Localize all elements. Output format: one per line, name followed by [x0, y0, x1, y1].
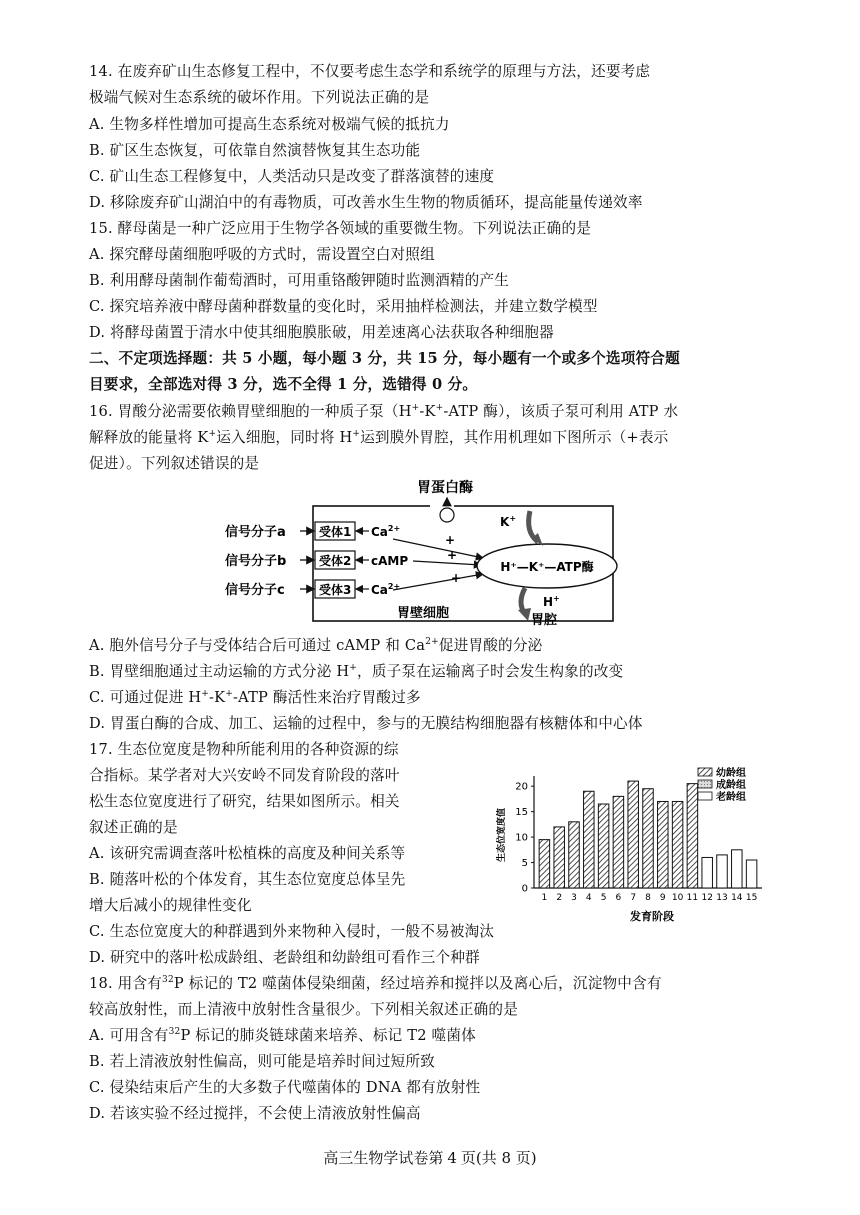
q15-option-c: C. 探究培养液中酵母菌种群数量的变化时，采用抽样检测法，并建立数学模型 — [89, 298, 598, 315]
h-ion-label: H+ — [543, 594, 560, 609]
plus-sign-2: + — [447, 548, 458, 562]
receptor-3-label: 受体3 — [319, 583, 352, 597]
y-tick-label: 5 — [521, 858, 528, 870]
q17-option-b-line1: B. 随落叶松的个体发育，其生态位宽度总体呈先 — [89, 871, 406, 888]
y-tick-label: 20 — [515, 781, 528, 793]
bar — [717, 855, 728, 888]
x-tick-label: 6 — [615, 893, 622, 903]
q18-stem-line1: 18. 用含有$^{32}$P 标记的 T2 噬菌体侵染细菌，经过培养和搅拌以及离心后，沉淀物中含有 — [89, 975, 662, 992]
q14-stem-line2: 极端气候对生态系统的破坏作用。下列说法正确的是 — [89, 89, 430, 106]
pepsin-label: 胃蛋白酶 — [417, 480, 473, 496]
x-tick-label: 8 — [645, 893, 651, 903]
x-tick-label: 5 — [600, 893, 607, 903]
x-tick-label: 4 — [585, 893, 592, 903]
stomach-lumen-label: 胃腔 — [531, 613, 558, 628]
legend-swatch — [698, 792, 712, 800]
messenger-camp: cAMP — [371, 554, 409, 568]
bar — [613, 796, 624, 888]
page-number: 4 — [447, 1149, 457, 1167]
q17-option-c: C. 生态位宽度大的种群遇到外来物种入侵时，一般不易被淘汰 — [89, 923, 495, 940]
legend-swatch — [698, 768, 712, 776]
signal-a-label: 信号分子a — [225, 525, 286, 540]
legend-label: 成龄组 — [716, 780, 746, 791]
bar — [628, 781, 639, 888]
q17-stem-line2: 合指标。某学者对大兴安岭不同发育阶段的落叶 — [89, 767, 400, 784]
x-tick-label: 1 — [541, 893, 548, 903]
x-tick-label: 11 — [686, 893, 699, 903]
bar — [569, 822, 580, 888]
plus-sign-3: + — [451, 571, 462, 585]
receptor-1-label: 受体1 — [319, 525, 352, 539]
bar — [554, 827, 565, 888]
chart-x-axis-label: 发育阶段 — [630, 910, 674, 922]
q18-option-d: D. 若该实验不经过搅拌，不会使上清液放射性偏高 — [89, 1105, 421, 1122]
q17-stem-line1: 17. 生态位宽度是物种所能利用的各种资源的综 — [89, 741, 399, 758]
q16-option-c: C. 可通过促进 H+-K+-ATP 酶活性来治疗胃酸过多 — [89, 689, 421, 706]
plus-sign-1: + — [445, 533, 456, 547]
x-tick-label: 14 — [731, 893, 743, 903]
x-tick-label: 3 — [571, 893, 577, 903]
q15-stem: 15. 酵母菌是一种广泛应用于生物学各领域的重要微生物。下列说法正确的是 — [89, 220, 592, 237]
x-tick-label: 13 — [716, 893, 728, 903]
q16-stem-line3: 促进）。下列叙述错误的是 — [89, 455, 260, 472]
q16-option-d: D. 胃蛋白酶的合成、加工、运输的过程中，参与的无膜结构细胞器有核糖体和中心体 — [89, 715, 643, 732]
bar — [702, 857, 713, 888]
section2-heading-line1: 二、不定项选择题：共 5 小题，每小题 3 分，共 15 分，每小题有一个或多个选项符合题 — [89, 350, 680, 367]
q16-option-b: B. 胃壁细胞通过主动运输的方式分泌 H+，质子泵在运输离子时会发生构象的改变 — [89, 663, 624, 680]
x-tick-label: 9 — [659, 893, 666, 903]
proton-pump-diagram — [225, 478, 635, 628]
q18-option-b: B. 若上清液放射性偏高，则可能是培养时间过短所致 — [89, 1053, 436, 1070]
x-tick-label: 10 — [671, 893, 684, 903]
signal-b-label: 信号分子b — [225, 554, 287, 569]
q17-option-a: A. 该研究需调查落叶松植株的高度及种间关系等 — [89, 845, 406, 862]
legend-label: 幼龄组 — [716, 768, 746, 779]
x-tick-label: 2 — [556, 893, 563, 903]
page-footer: 高三生物学试卷第 4 页(共 8 页) — [323, 1149, 537, 1167]
legend-swatch — [698, 780, 712, 788]
receptor-2-label: 受体2 — [319, 554, 352, 568]
bar — [584, 791, 595, 888]
q18-stem-line2: 较高放射性，而上清液中放射性含量很少。下列相关叙述正确的是 — [89, 1001, 519, 1018]
messenger-ca-1: $Ca^{2+}$ — [371, 524, 401, 539]
q17-stem-line3: 松生态位宽度进行了研究，结果如图所示。相关 — [89, 793, 400, 810]
messenger-ca-2: $Ca^{2+}$ — [371, 582, 401, 597]
y-tick-label: 15 — [515, 807, 528, 819]
q15-option-a: A. 探究酵母菌细胞呼吸的方式时，需设置空白对照组 — [89, 246, 435, 263]
bar — [672, 801, 683, 888]
bar — [643, 789, 654, 888]
q14-option-d: D. 移除废弃矿山湖泊中的有毒物质，可改善水生生物的物质循环，提高能量传递效率 — [89, 194, 643, 211]
bar — [539, 840, 550, 888]
q14-stem-line1: 14. 在废弃矿山生态修复工程中，不仅要考虑生态学和系统学的原理与方法，还要考虑 — [89, 63, 651, 80]
bar — [687, 784, 698, 888]
q15-option-d: D. 将酵母菌置于清水中使其细胞膜胀破，用差速离心法获取各种细胞器 — [89, 324, 554, 341]
bar — [746, 860, 757, 888]
q16-stem-line2: 解释放的能量将 K+运入细胞，同时将 H+运到膜外胃腔，其作用机理如下图所示（+表示 — [89, 429, 669, 446]
signal-c-label: 信号分子c — [225, 583, 285, 598]
q14-option-c: C. 矿山生态工程修复中，人类活动只是改变了群落演替的速度 — [89, 168, 495, 185]
chart-y-axis-label: 生态位宽度值 — [497, 807, 507, 862]
q18-option-a: A. 可用含有$^{32}$P 标记的肺炎链球菌来培养、标记 T2 噬菌体 — [89, 1027, 476, 1044]
niche-width-chart — [490, 762, 790, 922]
x-tick-label: 15 — [745, 893, 758, 903]
proton-pump-label: H⁺—K⁺—ATP酶 — [500, 560, 594, 574]
q16-option-a: A. 胞外信号分子与受体结合后可通过 cAMP 和 $Ca^{2+}$促进胃酸的分泌 — [89, 637, 543, 654]
chart-legend — [698, 766, 746, 803]
q17-option-d: D. 研究中的落叶松成龄组、老龄组和幼龄组可看作三个种群 — [89, 949, 480, 966]
q15-option-b: B. 利用酵母菌制作葡萄酒时，可用重铬酸钾随时监测酒精的产生 — [89, 272, 510, 289]
x-tick-label: 7 — [630, 893, 637, 903]
section2-heading-line2: 目要求，全部选对得 3 分，选不全得 1 分，选错得 0 分。 — [89, 376, 478, 393]
legend-label: 老龄组 — [716, 792, 746, 803]
parietal-cell-label: 胃壁细胞 — [397, 606, 450, 621]
q14-option-a: A. 生物多样性增加可提高生态系统对极端气候的抵抗力 — [89, 116, 450, 133]
k-ion-label: K+ — [500, 514, 517, 529]
q17-stem-line4: 叙述正确的是 — [89, 819, 178, 836]
y-tick-label: 10 — [515, 832, 528, 844]
q16-stem-line1: 16. 胃酸分泌需要依赖胃壁细胞的一种质子泵（H+-K+-ATP 酶），该质子泵可利用 ATP 水 — [89, 403, 679, 420]
q18-option-c: C. 侵染结束后产生的大多数子代噬菌体的 DNA 都有放射性 — [89, 1079, 481, 1096]
q17-option-b-line2: 增大后减小的规律性变化 — [89, 897, 252, 914]
q14-option-b: B. 矿区生态恢复，可依靠自然演替恢复其生态功能 — [89, 142, 421, 159]
bar — [658, 801, 669, 888]
bar — [598, 804, 609, 888]
y-tick-label: 0 — [521, 883, 528, 895]
x-tick-label: 12 — [701, 893, 713, 903]
bar — [732, 850, 743, 888]
vesicle-icon — [440, 508, 454, 522]
